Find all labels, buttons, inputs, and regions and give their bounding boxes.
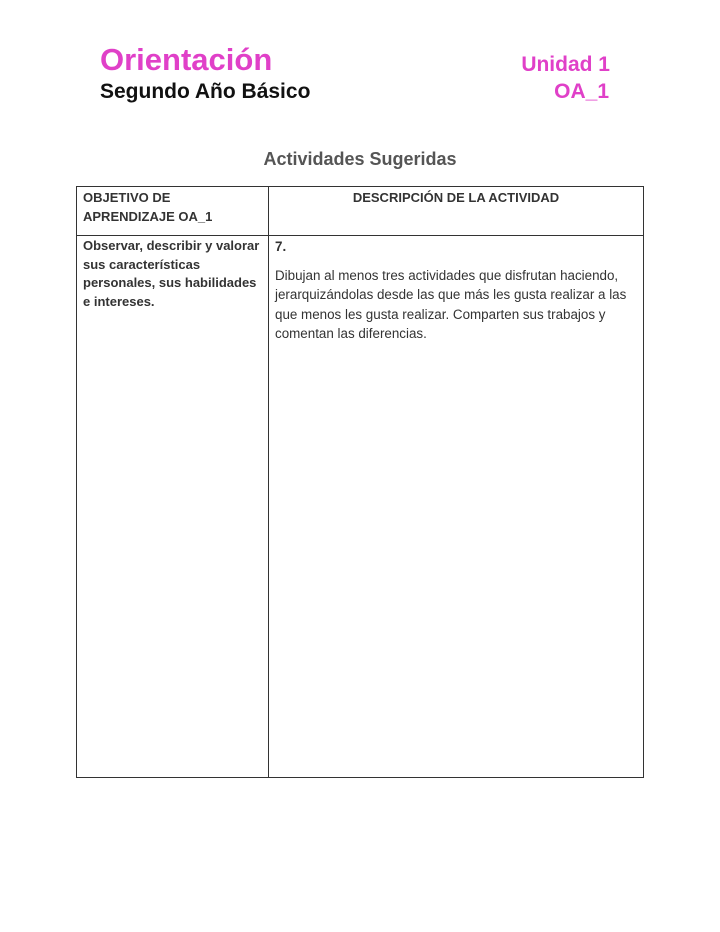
objective-cell: Observar, describir y valorar sus características personales, sus habilidades e intereses. (77, 236, 269, 778)
description-cell (269, 236, 644, 778)
header-description: DESCRIPCIÓN DE LA ACTIVIDAD (269, 187, 644, 236)
section-title: Actividades Sugeridas (263, 149, 457, 169)
table-header-row (77, 187, 644, 236)
table-row (77, 236, 644, 778)
activities-table (76, 186, 644, 778)
oa-label: OA_1 (554, 80, 609, 103)
grade-subtitle: Segundo Año Básico (100, 80, 311, 103)
activity-description: Dibujan al menos tres actividades que disfrutan haciendo, jerarquizándolas desde las que más les gusta realizar a las que menos les gusta realizar. Comparten sus trabajos y comentan las diferencias. (275, 267, 627, 341)
header-objective: OBJETIVO DE APRENDIZAJE OA_1 (77, 187, 269, 236)
subject-title: Orientación (100, 42, 273, 77)
unit-label: Unidad 1 (521, 53, 610, 76)
activity-number: 7. (275, 239, 287, 254)
